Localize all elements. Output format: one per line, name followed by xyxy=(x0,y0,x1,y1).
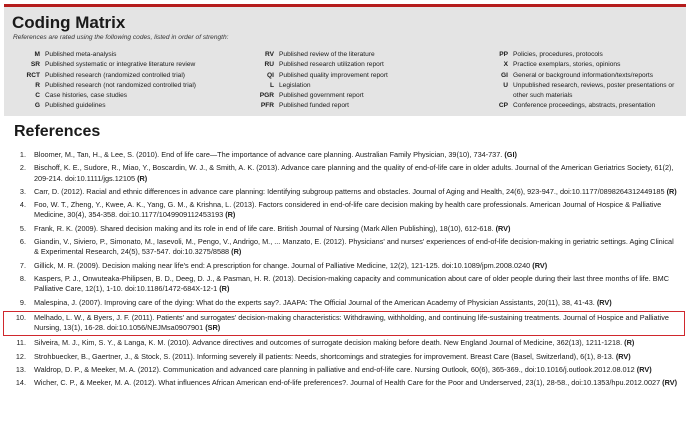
coding-matrix-title: Coding Matrix xyxy=(12,13,126,32)
reference-number: 8. xyxy=(19,273,26,283)
code-desc: Published meta-analysis xyxy=(45,51,117,58)
reference-code: (R) xyxy=(231,247,242,257)
code-row xyxy=(244,60,388,70)
code-row xyxy=(478,71,678,81)
reference-item xyxy=(4,273,684,297)
code-desc: Practice exemplars, stories, opinions xyxy=(513,61,621,69)
reference-number: 14. xyxy=(15,378,26,388)
reference-citation: Silveira, M. J., Kim, S. Y., & Langa, K. M. (2010). Advance directives and outcomes of surrogate decision making before death. New England Journal of Medicine, 362(13), 1211-1218. xyxy=(34,338,623,348)
code-desc: Conference proceedings, abstracts, presentation xyxy=(513,102,656,110)
reference-code: (R) xyxy=(219,284,230,294)
reference-item xyxy=(4,377,684,390)
reference-code: (R) xyxy=(137,173,148,183)
reference-number: 9. xyxy=(19,297,26,307)
code-abbr: RV xyxy=(264,51,274,58)
reference-item xyxy=(4,297,684,310)
reference-item xyxy=(4,260,684,273)
reference-text xyxy=(34,365,684,375)
reference-code: (R) xyxy=(624,338,635,348)
reference-item xyxy=(4,364,684,377)
reference-citation: Giandin, V., Siviero, P., Simonato, M., Iasevoli, M., Pengo, V., Andrigo, M., ... Manzato, E. (2012). Physicians' and nurses' experiences of end-of-life decision-making in geriatric settings. Aging Clinical & Experimental Research, 24(5), 537-547. doi:10.3275/8588 xyxy=(34,237,674,257)
reference-number: 2. xyxy=(19,163,26,173)
reference-citation: Frank, R. K. (2009). Shared decision making and its role in end of life care. British Journal of Nursing (Mark Allen Publishing), 18(10), 612-618. xyxy=(34,223,494,233)
reference-text xyxy=(34,338,684,348)
code-desc: Published government report xyxy=(279,92,364,100)
code-row xyxy=(244,81,388,91)
reference-citation: Wicher, C. P., & Meeker, M. A. (2012). What influences African American end-of-life preferences?. Journal of Health Care for the Poor and Underserved, 23(1), 28-58., doi:10.1353/hpu.2012.0027 xyxy=(34,378,661,388)
coding-matrix-box xyxy=(4,4,686,116)
reference-code: (RV) xyxy=(662,378,678,388)
code-column-2 xyxy=(244,50,388,112)
reference-item xyxy=(4,351,684,364)
code-abbr: C xyxy=(35,92,40,100)
reference-citation: Bischoff, K. E., Sudore, R., Miao, Y., Boscardin, W. J., & Smith, A. K. (2013). Advance care planning and the quality of end-of-life care in older adults. Journal of the American Geriatrics Society, 61(2), 209-214. doi:10.1111/jgs.12105 xyxy=(34,163,674,183)
reference-text xyxy=(34,224,684,234)
reference-citation: Waldrop, D. P., & Meeker, M. A. (2012). Communication and advanced care planning in palliative and end-of-life care. Nursing Outlook, 60(6), 365-369., doi:10.1016/j.outlook.2012.08.012 xyxy=(34,365,635,375)
code-abbr: RU xyxy=(264,61,274,69)
reference-number: 5. xyxy=(19,223,26,233)
references-heading: References xyxy=(14,123,101,140)
code-desc: Policies, procedures, protocols xyxy=(513,51,603,58)
code-desc: Case histories, case studies xyxy=(45,92,128,100)
reference-citation: Bloomer, M., Tan, H., & Lee, S. (2010). End of life care—The importance of advance care planning. Australian Family Physician, 39(10), 734-737. xyxy=(34,150,503,159)
code-row xyxy=(10,60,196,70)
reference-text xyxy=(34,150,684,160)
reference-citation: Malespina, J. (2007). Improving care of the dying: What do the experts say?. JAAPA: The Official Journal of the American Academy of Physician Assistants, 20(11), 38, 41-43. xyxy=(34,297,595,307)
reference-number: 3. xyxy=(19,186,26,196)
reference-item xyxy=(4,236,684,260)
coding-matrix-subtitle: References are rated using the following codes, listed in order of strength: xyxy=(13,34,229,41)
reference-code: (RV) xyxy=(636,365,652,375)
code-abbr: CP xyxy=(498,102,508,110)
code-abbr: PP xyxy=(499,51,508,58)
reference-text xyxy=(34,274,684,295)
reference-text xyxy=(34,378,684,388)
code-desc: Published research (randomized controlled trial) xyxy=(45,71,186,79)
code-row xyxy=(244,91,388,101)
reference-item xyxy=(4,162,684,186)
code-row xyxy=(244,50,388,60)
reference-citation: Melhado, L. W., & Byers, J. F. (2011). Patients' and surrogates' decision-making characteristics: Withdrawing, withholding, and continuing life-sustaining treatments. Journal of Hospice and Palliative Nursing, 13(1), 16-28. doi:10.1056/NEJMsa0907901 xyxy=(34,312,669,333)
reference-list xyxy=(4,149,684,391)
code-row xyxy=(10,50,196,60)
reference-number: 13. xyxy=(15,365,26,375)
reference-number: 11. xyxy=(16,338,26,348)
code-desc: Published research (not randomized controlled trial) xyxy=(45,81,196,89)
code-desc: Published guidelines xyxy=(45,102,106,110)
code-desc: Published review of the literature xyxy=(279,51,375,58)
code-abbr: M xyxy=(34,51,40,58)
reference-text xyxy=(34,352,684,362)
code-row xyxy=(478,81,678,102)
reference-citation: Kaspers, P. J., Onwuteaka-Philipsen, B. D., Deeg, D. J., & Pasman, H. R. (2013). Decision-making capacity and communication about care of older people during their last three months of life. BMC Palliative Care, 12(1), 1-10. doi:10.1186/1472-684X-12-1 xyxy=(34,273,669,294)
reference-code: (GI) xyxy=(504,150,517,159)
reference-code: (R) xyxy=(225,210,236,220)
code-row xyxy=(244,101,388,111)
code-abbr: SR xyxy=(30,61,40,69)
code-column-3 xyxy=(478,50,678,112)
reference-code: (RV) xyxy=(532,260,548,270)
code-desc: Published funded report xyxy=(279,102,350,110)
reference-text xyxy=(34,298,684,308)
reference-text xyxy=(34,187,684,197)
reference-code: (RV) xyxy=(615,351,631,361)
reference-number: 4. xyxy=(19,200,26,210)
code-row xyxy=(478,60,678,70)
reference-code: (SR) xyxy=(205,323,221,333)
code-abbr: X xyxy=(503,61,508,69)
code-row xyxy=(10,71,196,81)
code-desc: Unpublished research, reviews, poster presentations or other such materials xyxy=(513,81,675,100)
code-row xyxy=(10,91,196,101)
reference-item xyxy=(4,186,684,199)
reference-text xyxy=(34,237,684,258)
code-desc: Published quality improvement report xyxy=(279,71,388,79)
reference-item xyxy=(4,149,684,162)
code-row xyxy=(10,101,196,111)
code-desc: Legislation xyxy=(279,81,311,89)
code-abbr: L xyxy=(269,81,274,89)
code-abbr: PFR xyxy=(260,102,274,110)
reference-code: (RV) xyxy=(596,297,612,307)
reference-text xyxy=(34,313,684,334)
code-desc: Published systematic or integrative literature review xyxy=(45,61,196,69)
reference-text xyxy=(34,200,684,221)
reference-item-highlighted xyxy=(4,312,684,336)
code-row xyxy=(478,101,678,111)
reference-citation: Gillick, M. R. (2009). Decision making near life's end: A prescription for change. Journal of Palliative Medicine, 12(2), 121-125. doi:10.1089/jpm.2008.0240 xyxy=(34,260,531,270)
reference-number: 1. xyxy=(19,150,26,159)
reference-text xyxy=(34,261,684,271)
code-desc: Published research utilization report xyxy=(279,61,384,69)
code-abbr: PGR xyxy=(259,92,274,100)
code-row xyxy=(10,81,196,91)
reference-item xyxy=(4,199,684,223)
reference-number: 6. xyxy=(19,237,26,247)
reference-citation: Carr, D. (2012). Racial and ethnic differences in advance care planning: Identifying subgroup patterns and obstacles. Journal of Aging and Health, 24(6), 923-947., doi:10.1177/0898264312449185 xyxy=(34,186,665,196)
reference-code: (R) xyxy=(666,186,677,196)
reference-number: 12. xyxy=(15,351,26,361)
reference-item xyxy=(4,223,684,236)
code-column-1 xyxy=(10,50,196,112)
reference-code: (RV) xyxy=(495,223,511,233)
code-desc: General or background information/texts/reports xyxy=(513,71,654,79)
code-abbr: RCT xyxy=(26,71,40,79)
code-abbr: GI xyxy=(501,71,508,79)
code-abbr: G xyxy=(34,102,40,110)
code-abbr: R xyxy=(35,81,40,89)
code-abbr: U xyxy=(503,81,508,89)
code-row xyxy=(478,50,678,60)
reference-citation: Foo, W. T., Zheng, Y., Kwee, A. K., Yang, G. M., & Krishna, L. (2013). Factors considered in end-of-life care decision making by health care professionals. American Journal of Hospice & Palliative Medicine, 30(4), 354-358. doi:10.1177/1049909112453193 xyxy=(34,200,662,220)
reference-item xyxy=(4,337,684,350)
code-abbr: QI xyxy=(267,71,274,79)
reference-number: 10. xyxy=(15,312,26,322)
reference-citation: Strohbuecker, B., Gaertner, J., & Stock, S. (2011). Informing severely ill patients: Needs, shortcomings and strategies for improvement. Breast Care (Basel, Switzerland), 6(1), 8-13. xyxy=(34,351,614,361)
reference-number: 7. xyxy=(19,260,26,270)
code-row xyxy=(244,71,388,81)
reference-text xyxy=(34,163,684,184)
